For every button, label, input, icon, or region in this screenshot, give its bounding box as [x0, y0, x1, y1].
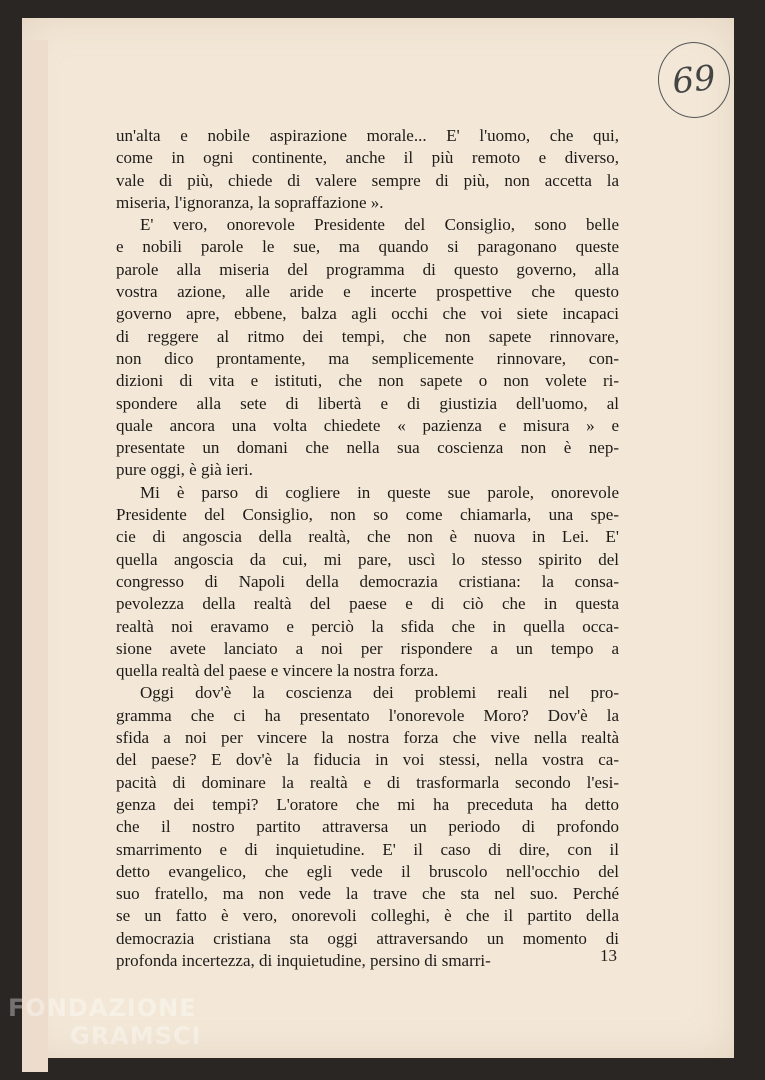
watermark-line-1: FONDAZIONE	[8, 994, 197, 1022]
text-line: presentate un domani che nella sua coscienza non è nep-	[116, 438, 619, 458]
text-line: quella angoscia da cui, mi pare, uscì lo stesso spirito del	[116, 549, 619, 569]
text-line: profonda incertezza, di inquietudine, persino di smarri-	[116, 950, 491, 970]
text-line: se un fatto è vero, onorevoli colleghi, è che il partito della	[116, 906, 619, 926]
text-line: che il nostro partito attraversa un periodo di profondo	[116, 817, 619, 837]
text-line: quella realtà del paese e vincere la nostra forza.	[116, 661, 439, 681]
text-line: miseria, l'ignoranza, la sopraffazione ».	[116, 192, 384, 212]
text-line: un'alta e nobile aspirazione morale... E' l'uomo, che qui,	[116, 126, 619, 145]
text-line: gramma che ci ha presentato l'onorevole Moro? Dov'è la	[116, 705, 619, 725]
text-line: democrazia cristiana sta oggi attraversando un momento di	[116, 928, 619, 948]
text-line: governo apre, ebbene, balza agli occhi che voi siete incapaci	[116, 304, 619, 324]
text-line: spondere alla sete di libertà e di giustizia dell'uomo, al	[116, 393, 619, 413]
text-line: vostra azione, alle aride e incerte prospettive che questo	[116, 282, 619, 302]
body-text	[116, 125, 619, 972]
text-line: sfida a noi per vincere la nostra forza che vive nella realtà	[116, 728, 619, 748]
text-line: Presidente del Consiglio, non so come chiamarla, una spe-	[116, 505, 619, 525]
text-line: pure oggi, è già ieri.	[116, 460, 253, 480]
text-line: come in ogni continente, anche il più remoto e diverso,	[116, 148, 619, 168]
handwritten-page-number: 69	[654, 38, 734, 121]
text-line: del paese? E dov'è la fiducia in voi stessi, nella vostra ca-	[116, 750, 619, 770]
text-line: congresso di Napoli della democrazia cristiana: la consa-	[116, 571, 619, 591]
text-line: di reggere al ritmo dei tempi, che non sapete rinnovare,	[116, 326, 619, 346]
text-line: Oggi dov'è la coscienza dei problemi reali nel pro-	[140, 683, 619, 703]
watermark-line-2: GRAMSCI	[70, 1022, 202, 1050]
text-line: detto evangelico, che egli vede il bruscolo nell'occhio del	[116, 861, 619, 881]
text-line: dizioni di vita e istituti, che non sapete o non volete ri-	[116, 371, 619, 391]
text-line: vale di più, chiede di valere sempre di più, non accetta la	[116, 170, 619, 190]
text-line: genza dei tempi? L'oratore che mi ha preceduta ha detto	[116, 794, 619, 814]
text-line: e nobili parole le sue, ma quando si paragonano queste	[116, 237, 619, 257]
text-line: cie di angoscia della realtà, che non è nuova in Lei. E'	[116, 527, 619, 547]
text-line: realtà noi eravamo e perciò la sfida che in quella occa-	[116, 616, 619, 636]
text-line: smarrimento e di inquietudine. E' il caso di dire, con il	[116, 839, 619, 859]
page-edge	[22, 40, 48, 1072]
text-line: pevolezza della realtà del paese e di ciò che in questa	[116, 594, 619, 614]
text-line: quale ancora una volta chiedete « pazienza e misura » e	[116, 415, 619, 435]
text-line: non dico prontamente, ma semplicemente rinnovare, con-	[116, 348, 619, 368]
text-line: suo fratello, ma non vede la trave che sta nel suo. Perché	[116, 884, 619, 904]
watermark-logo	[8, 994, 208, 1074]
text-line: sione avete lanciato a noi per rispondere a un tempo a	[116, 638, 619, 658]
text-line: parole alla miseria del programma di questo governo, alla	[116, 259, 619, 279]
text-line: Mi è parso di cogliere in queste sue parole, onorevole	[140, 482, 619, 502]
text-line: E' vero, onorevole Presidente del Consiglio, sono belle	[140, 215, 619, 235]
page-folio: 13	[600, 946, 617, 965]
text-line: pacità di dominare la realtà e di trasformarla secondo l'esi-	[116, 772, 619, 792]
